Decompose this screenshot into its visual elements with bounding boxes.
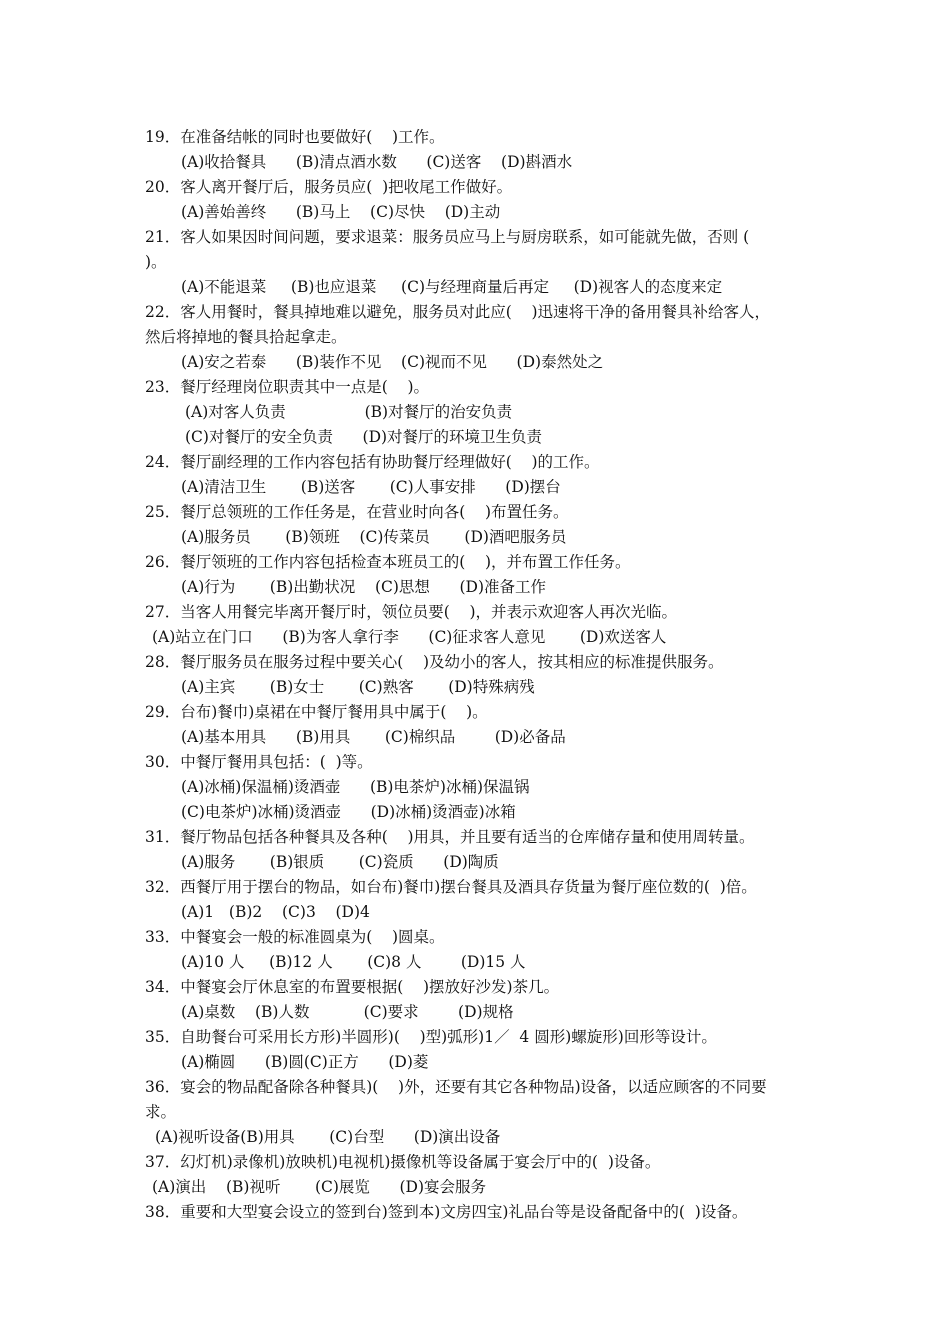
question-28: 28．餐厅服务员在服务过程中要关心( )及幼小的客人，按其相应的标准提供服务。 (145, 653, 724, 671)
options-30-row-1: (A)冰桶)保温桶)烫酒壶 (B)电茶炉)冰桶)保温锅 (181, 778, 530, 796)
question-30: 30．中餐厅餐用具包括：( )等。 (145, 753, 373, 771)
question-24: 24．餐厅副经理的工作内容包括有协助餐厅经理做好( )的工作。 (145, 453, 600, 471)
question-33: 33．中餐宴会一般的标准圆桌为( )圆桌。 (145, 928, 445, 946)
options-36: (A)视听设备(B)用具 (C)台型 (D)演出设备 (155, 1128, 501, 1146)
question-38: 38．重要和大型宴会设立的签到台)签到本)文房四宝)礼品台等是设备配备中的( )设备。 (145, 1203, 748, 1221)
options-24: (A)清洁卫生 (B)送客 (C)人事安排 (D)摆台 (181, 478, 561, 496)
options-27: (A)站立在门口 (B)为客人拿行李 (C)征求客人意见 (D)欢送客人 (152, 628, 667, 646)
question-32: 32．西餐厅用于摆台的物品，如台布)餐巾)摆台餐具及酒具存货量为餐厅座位数的( )倍。 (145, 878, 757, 896)
options-35: (A)椭圆 (B)圆(C)正方 (D)菱 (181, 1053, 429, 1071)
options-32: (A)1 (B)2 (C)3 (D)4 (181, 903, 370, 921)
question-27: 27．当客人用餐完毕离开餐厅时，领位员要( )，并表示欢迎客人再次光临。 (145, 603, 678, 621)
options-28: (A)主宾 (B)女士 (C)熟客 (D)特殊病残 (181, 678, 535, 696)
options-37: (A)演出 (B)视听 (C)展览 (D)宴会服务 (152, 1178, 487, 1196)
options-22: (A)安之若泰 (B)装作不见 (C)视而不见 (D)泰然处之 (181, 353, 604, 371)
options-31: (A)服务 (B)银质 (C)瓷质 (D)陶质 (181, 853, 499, 871)
options-34: (A)桌数 (B)人数 (C)要求 (D)规格 (181, 1003, 514, 1021)
options-23-row-1: (A)对客人负责 (B)对餐厅的治安负责 (185, 403, 513, 421)
question-34: 34．中餐宴会厅休息室的布置要根据( )摆放好沙发)茶几。 (145, 978, 560, 996)
question-19: 19．在准备结帐的同时也要做好( )工作。 (145, 128, 445, 146)
question-35: 35．自助餐台可采用长方形)半圆形)( )型)弧形)1／ 4 圆形)螺旋形)回形等设计。 (145, 1028, 717, 1046)
question-29: 29．台布)餐巾)桌裙在中餐厅餐用具中属于( )。 (145, 703, 488, 721)
question-25: 25．餐厅总领班的工作任务是，在营业时向各( )布置任务。 (145, 503, 569, 521)
question-21: 21．客人如果因时间问题，要求退菜：服务员应马上与厨房联系，如可能就先做，否则 ( (145, 228, 750, 246)
options-29: (A)基本用具 (B)用具 (C)棉织品 (D)必备品 (181, 728, 566, 746)
options-33: (A)10 人 (B)12 人 (C)8 人 (D)15 人 (181, 953, 526, 971)
question-37: 37．幻灯机)录像机)放映机)电视机)摄像机等设备属于宴会厅中的( )设备。 (145, 1153, 661, 1171)
question-22: 22．客人用餐时，餐具掉地难以避免，服务员对此应( )迅速将干净的备用餐具补给客人， (145, 303, 771, 321)
options-19: (A)收拾餐具 (B)清点酒水数 (C)送客 (D)斟酒水 (181, 153, 573, 171)
options-25: (A)服务员 (B)领班 (C)传菜员 (D)酒吧服务员 (181, 528, 567, 546)
options-21: (A)不能退菜 (B)也应退菜 (C)与经理商量后再定 (D)视客人的态度来定 (181, 278, 723, 296)
question-21-continued: )。 (145, 253, 167, 271)
question-36-continued: 求。 (145, 1103, 177, 1121)
question-20: 20．客人离开餐厅后，服务员应( )把收尾工作做好。 (145, 178, 513, 196)
question-36: 36．宴会的物品配备除各种餐具)( )外，还要有其它各种物品)设备，以适应顾客的不同要 (145, 1078, 767, 1096)
options-23-row-2: (C)对餐厅的安全负责 (D)对餐厅的环境卫生负责 (185, 428, 543, 446)
options-26: (A)行为 (B)出勤状况 (C)思想 (D)准备工作 (181, 578, 547, 596)
options-20: (A)善始善终 (B)马上 (C)尽快 (D)主动 (181, 203, 501, 221)
options-30-row-2: (C)电茶炉)冰桶)烫酒壶 (D)冰桶)烫酒壶)冰箱 (181, 803, 516, 821)
question-23: 23．餐厅经理岗位职责其中一点是( )。 (145, 378, 430, 396)
question-26: 26．餐厅领班的工作内容包括检查本班员工的( )，并布置工作任务。 (145, 553, 631, 571)
question-22-continued: 然后将掉地的餐具拾起拿走。 (145, 328, 347, 346)
question-31: 31．餐厅物品包括各种餐具及各种( )用具，并且要有适当的仓库储存量和使用周转量。 (145, 828, 755, 846)
